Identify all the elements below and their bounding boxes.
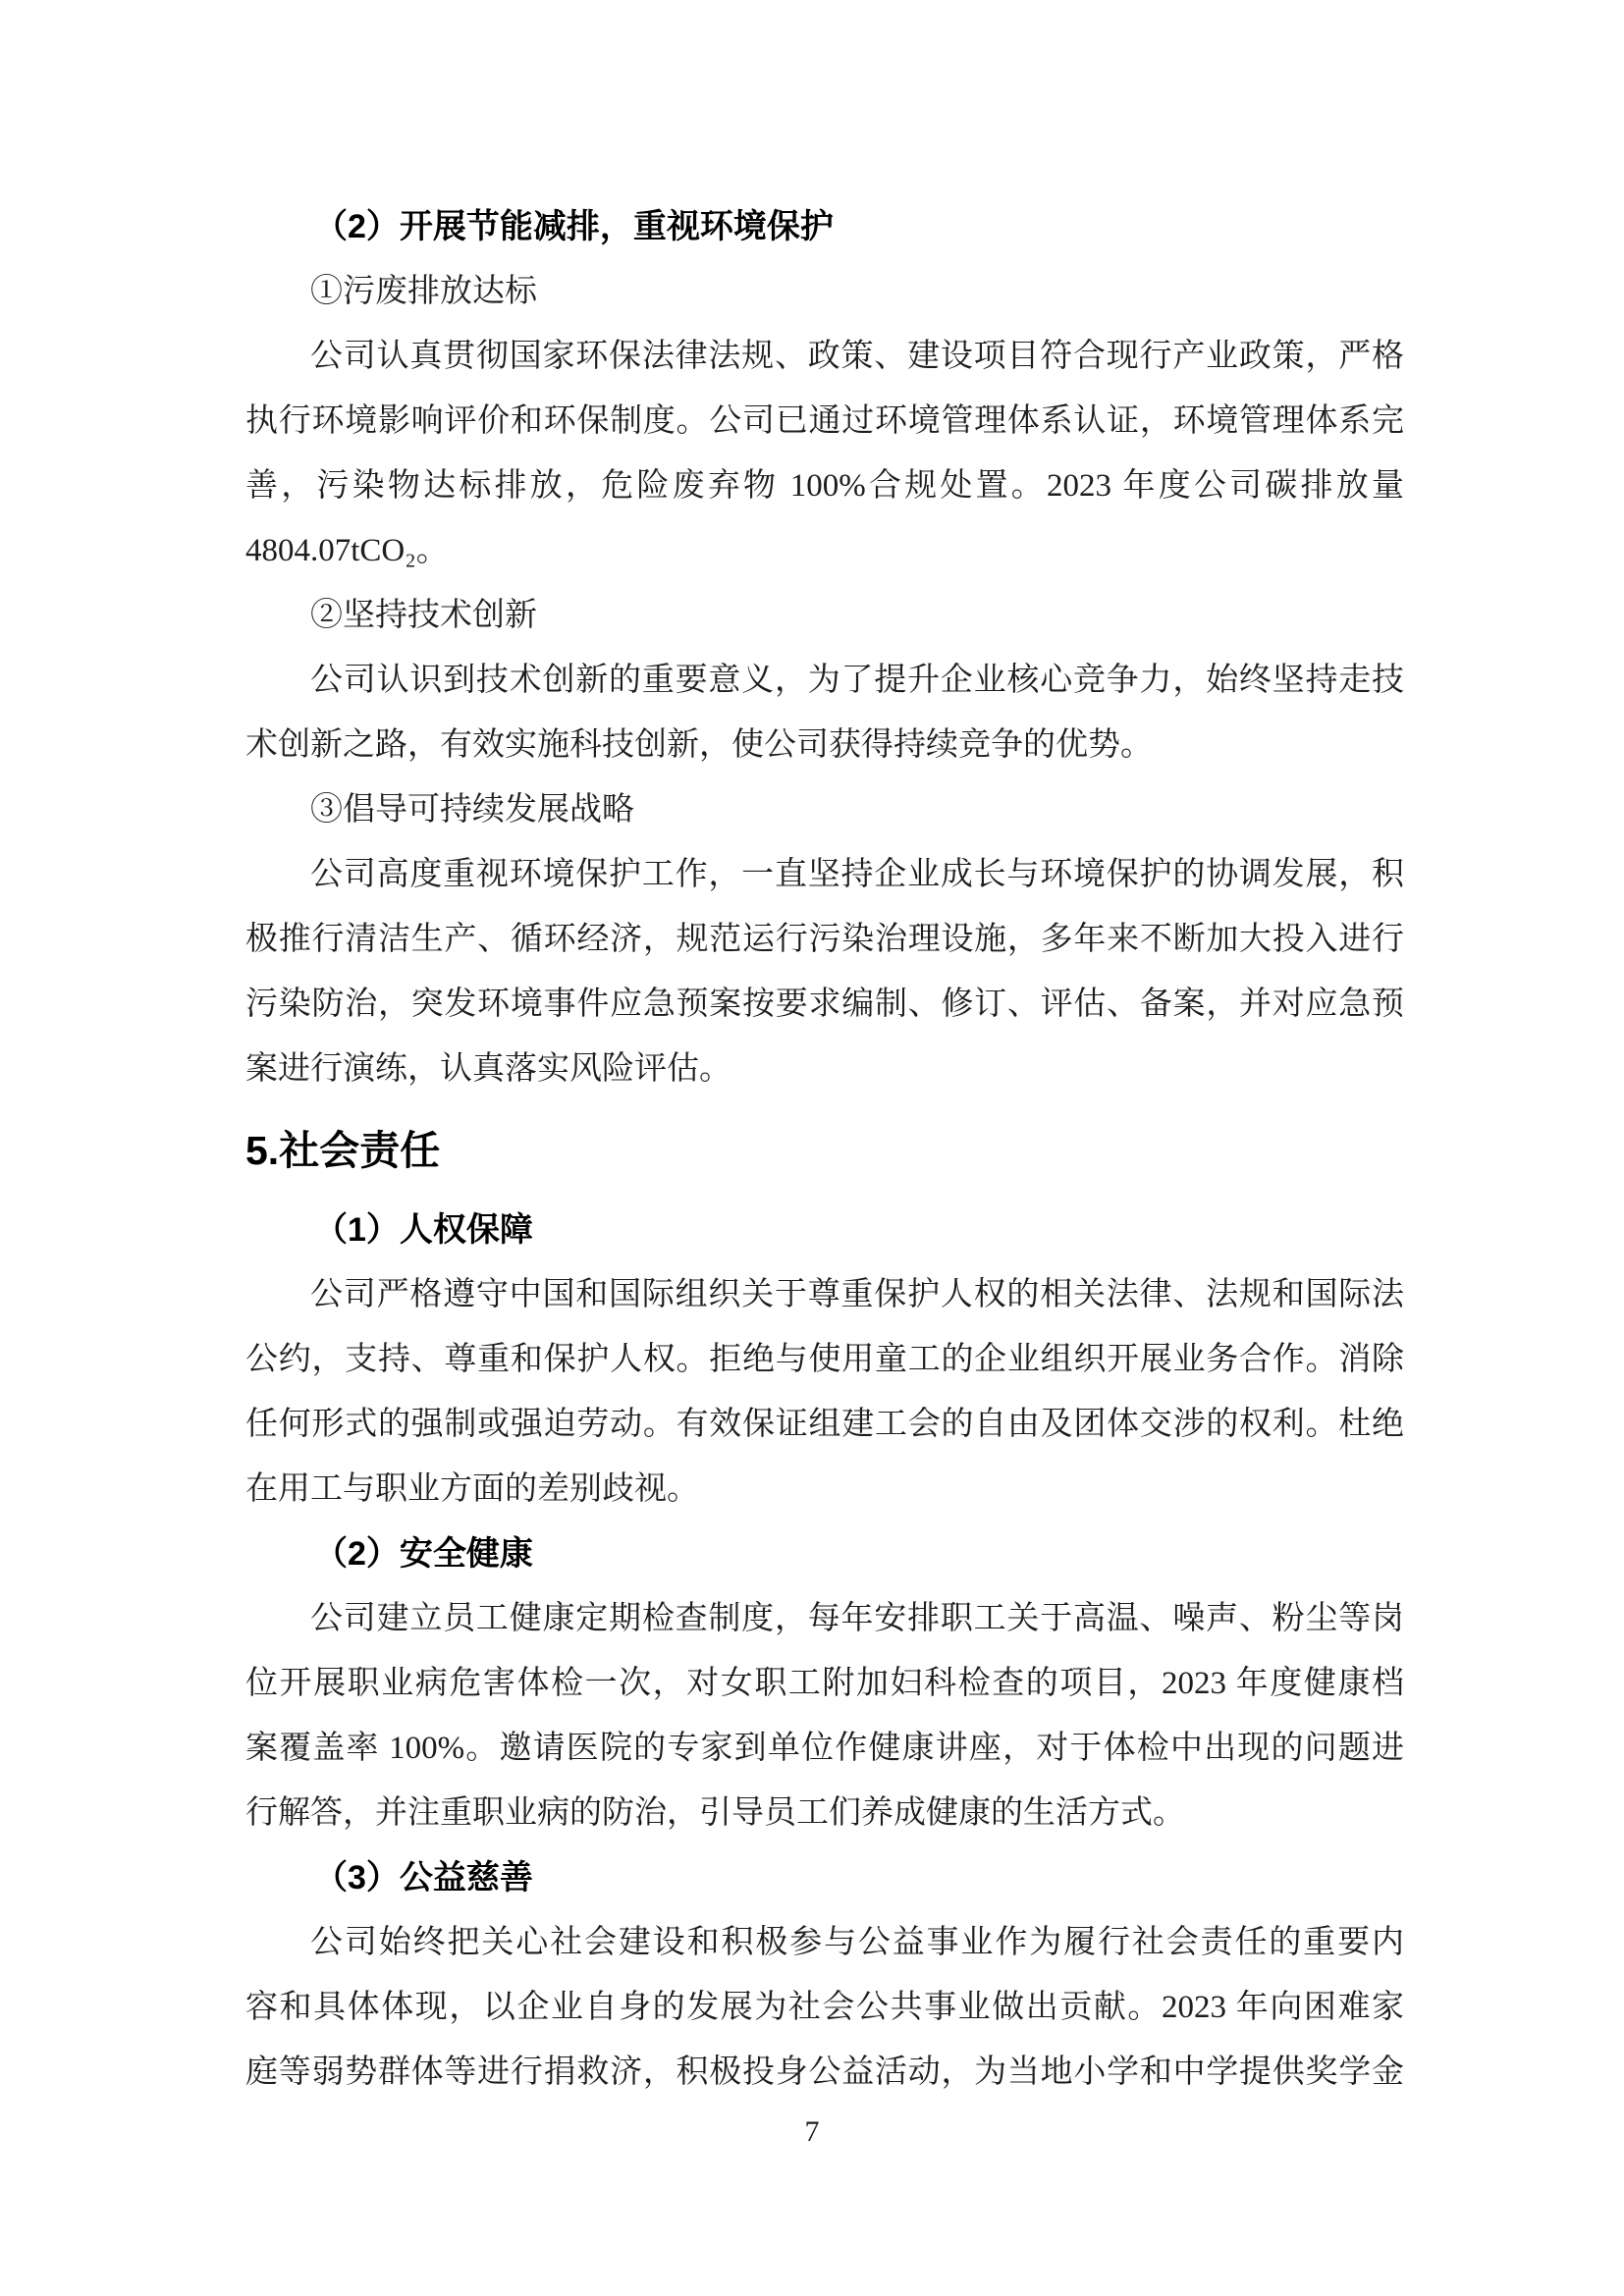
paragraph-safety-health: [245, 1586, 1404, 1845]
document-content: [245, 194, 1404, 2105]
section-heading-social-responsibility: 5.社会责任: [245, 1128, 441, 1173]
paragraph-line: 容和具体体现，以企业自身的发展为社会公共事业做出贡献。2023 年向困难家: [245, 1990, 1404, 2025]
paragraph-line: 公司高度重视环境保护工作，一直坚持企业成长与环境保护的协调发展，积: [310, 857, 1404, 892]
paragraph-line: 案覆盖率 100%。邀请医院的专家到单位作健康讲座，对于体检中出现的问题进: [245, 1731, 1404, 1766]
paragraph-line: 污染防治，突发环境事件应急预案按要求编制、修订、评估、备案，并对应急预: [245, 987, 1404, 1022]
paragraph-line: 公司严格遵守中国和国际组织关于尊重保护人权的相关法律、法规和国际法: [310, 1277, 1404, 1312]
section-heading-safety-health: （2）安全健康: [314, 1535, 533, 1573]
paragraph-line: 公约，支持、尊重和保护人权。拒绝与使用童工的企业组织开展业务合作。消除: [245, 1342, 1404, 1377]
paragraph-human-rights: [245, 1262, 1404, 1522]
list-item-1-emissions: ①污废排放达标: [310, 274, 537, 309]
paragraph-line: 执行环境影响评价和环保制度。公司已通过环境管理体系认证，环境管理体系完: [245, 403, 1404, 439]
paragraph-line: 行解答，并注重职业病的防治，引导员工们养成健康的生活方式。: [245, 1795, 1185, 1831]
paragraph-line: 案进行演练，认真落实风险评估。: [245, 1051, 731, 1087]
paragraph-charity: [245, 1910, 1404, 2105]
paragraph-line: 极推行清洁生产、循环经济，规范运行污染治理设施，多年来不断加大投入进行: [245, 922, 1404, 957]
paragraph-line: 在用工与职业方面的差别歧视。: [245, 1471, 699, 1507]
page-number: 7: [804, 2115, 820, 2148]
paragraph-emissions: [245, 324, 1404, 583]
paragraph-line: 庭等弱势群体等进行捐救济，积极投身公益活动，为当地小学和中学提供奖学金: [245, 2055, 1404, 2090]
paragraph-sustainability: [245, 842, 1404, 1101]
section-heading-human-rights: （1）人权保障: [314, 1211, 533, 1249]
paragraph-innovation: [245, 648, 1404, 777]
paragraph-line: 公司建立员工健康定期检查制度，每年安排职工关于高温、噪声、粉尘等岗: [310, 1601, 1404, 1636]
list-item-3-sustainability: ③倡导可持续发展战略: [310, 792, 634, 828]
paragraph-line: 任何形式的强制或强迫劳动。有效保证组建工会的自由及团体交涉的权利。杜绝: [245, 1407, 1404, 1442]
paragraph-line: 公司始终把关心社会建设和积极参与公益事业作为履行社会责任的重要内: [310, 1925, 1404, 1960]
paragraph-line: 术创新之路，有效实施科技创新，使公司获得持续竞争的优势。: [245, 727, 1153, 763]
paragraph-line: 位开展职业病危害体检一次，对女职工附加妇科检查的项目，2023 年度健康档: [245, 1666, 1404, 1701]
paragraph-line: 4804.07tCO₂。: [245, 533, 449, 568]
paragraph-line: 公司认识到技术创新的重要意义，为了提升企业核心竞争力，始终坚持走技: [310, 663, 1404, 698]
paragraph-line: 公司认真贯彻国家环保法律法规、政策、建设项目符合现行产业政策，严格: [310, 339, 1404, 374]
section-heading-energy-saving: （2）开展节能减排，重视环境保护: [314, 208, 834, 245]
paragraph-line: 善，污染物达标排放，危险废弃物 100%合规处置。2023 年度公司碳排放量: [245, 468, 1404, 504]
list-item-2-innovation: ②坚持技术创新: [310, 598, 537, 633]
section-heading-charity: （3）公益慈善: [314, 1859, 533, 1896]
